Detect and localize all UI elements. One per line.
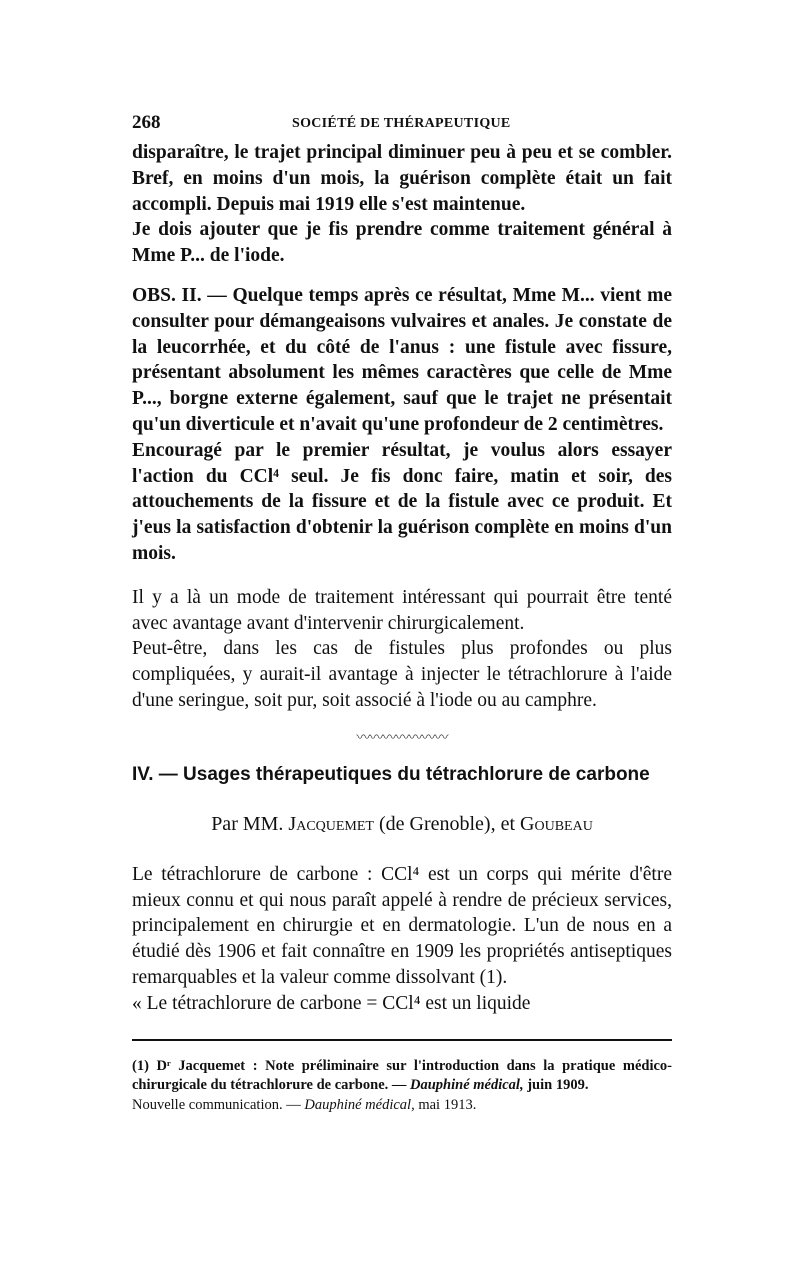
section-body-1: Le tétrachlorure de carbone : CCl⁴ est un corps qui mérite d'être mieux connu et qui nous paraît appelé à rendre de précieux services, principalement en chirurgie et en dermatologie. L'un de nous en a étudié dès 1906 et fait connaître en 1909 les propriétés antiseptiques remarquables et la valeur comme dissolvant (1). (132, 863, 672, 988)
paragraph-6: Peut-être, dans les cas de fistules plus profondes ou plus compliquées, y aurait-il avantage à injecter le tétrachlorure à l'aide d'une seringue, soit pur, soit associé à l'iode ou au camphre. (132, 638, 672, 711)
paragraph-1: disparaître, le trajet principal diminuer peu à peu et se combler. Bref, en moins d'un mois, la guérison complète était un fait accompli. Depuis mai 1919 elle s'est maintenue. (132, 142, 672, 215)
footnote-2-journal: Dauphiné médical, (304, 1096, 415, 1113)
section-ornament: 〰〰〰〰〰〰〰 (356, 730, 448, 746)
footnote-1 (132, 1057, 672, 1096)
author-1-place: (de Grenoble), et (378, 812, 516, 835)
byline-prefix: Par MM. (211, 812, 284, 835)
section-body-2: « Le tétrachlorure de carbone = CCl⁴ est un liquide (132, 992, 531, 1014)
paragraph-2: Je dois ajouter que je fis prendre comme traitement général à Mme P... de l'iode. (132, 219, 672, 267)
footnote-divider (132, 1039, 672, 1041)
author-1: Jacquemet (288, 812, 374, 835)
footnote-1-text: (1) Dʳ Jacquemet : Note préliminaire sur l'introduction dans la pratique médico-chirurgicale du tétrachlorure de carbone. — (132, 1057, 672, 1094)
section-heading: IV. — Usages thérapeutiques du tétrachlorure de carbone (132, 763, 650, 785)
footnote-2 (132, 1096, 672, 1116)
paragraph-5: Il y a là un mode de traitement intéressant qui pourrait être tenté avec avantage avant d'intervenir chirurgicalement. (132, 586, 672, 634)
footnote-1-date: juin 1909. (523, 1077, 589, 1094)
page-header (132, 112, 672, 140)
paragraph-obs-2: OBS. II. — Quelque temps après ce résultat, Mme M... vient me consulter pour démangeaisons vulvaires et anales. Je constate de la leucorrhée, et du côté de l'anus : une fistule avec fissure, présentant absolument les mêmes caractères que celle de Mme P..., borgne externe également, sauf que le trajet ne présentait qu'un diverticule et n'avait qu'une profondeur de 2 centimètres. (132, 284, 672, 435)
footnote-2-date: mai 1913. (414, 1096, 477, 1113)
footnotes (132, 1057, 672, 1116)
paragraph-4: Encouragé par le premier résultat, je voulus alors essayer l'action du CCl⁴ seul. Je fis donc faire, matin et soir, des attouchements de la fissure et de la fistule avec ce produit. Et j'eus la satisfaction d'obtenir la guérison complète en moins d'un mois. (132, 439, 672, 564)
footnote-2-text: Nouvelle communication. — (132, 1096, 305, 1113)
author-2: Goubeau (520, 812, 593, 835)
footnote-1-journal: Dauphiné médical, (410, 1077, 524, 1094)
page-number: 268 (132, 112, 161, 133)
page (132, 112, 672, 1115)
byline (132, 810, 672, 838)
running-head: SOCIÉTÉ DE THÉRAPEUTIQUE (292, 116, 511, 131)
